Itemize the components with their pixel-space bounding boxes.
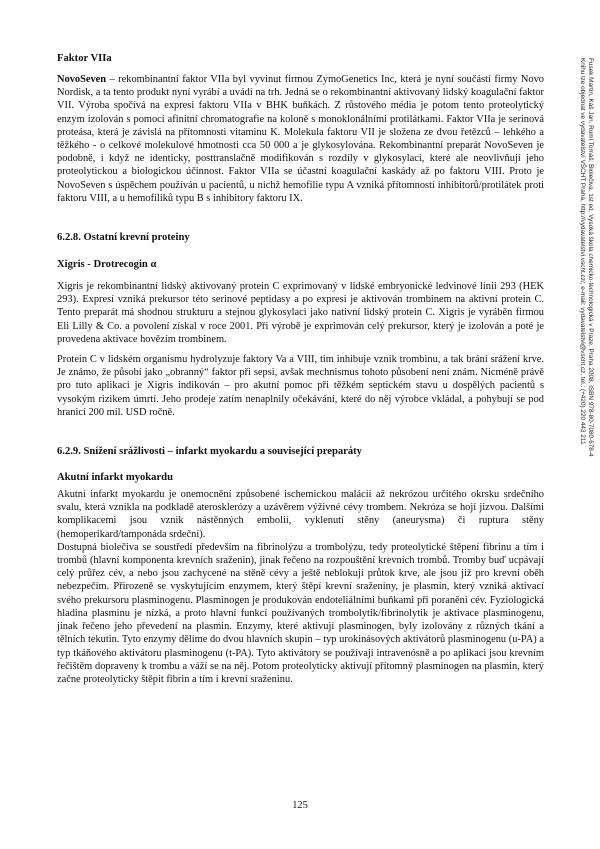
section-title-srazlivost: 6.2.9. Snížení srážlivosti – infarkt myokardu a související preparáty (57, 446, 362, 458)
novoseven-text: – rekombinantní faktor VIIa byl vyvinut firmou ZymoGenetics Inc, která je nyní součástí firmy Novo Nordisk, a ta tento produkt nyní vyrábí a uvádí na trh. Jedná se o rekombinantní aktivovaný lidský koagulační faktor VII. Výroba spočívá na expresi faktoru VIIa v BHK buňkách. Z růstového média je potom tento proteolytický enzym izolován s pomocí afinitní chromatografie na koloně s monoklonálními protilátkami. Faktor VIIa je serinová proteása, která je závislá na přítomnosti vitaminu K. Molekula faktoru VII je složena ze dvou řetězců – lehkého a těžkého - o celkové molekulové hmotnosti cca 50 000 a je glykosylována. Rekombinantní preparát NovoSeven je podobně, i když ne identicky, posttranslačně modifikován s rozdíly v glykosylaci, které ale neovlivňují jeho proteolytickou a biologickou účinnost. Faktor VIIa se účastní koagulační kaskády až po faktoru VIII. Proto je NovoSeven s úspěchem používán u pacientů, u nichž hemofilie typu A vzniká přítomností inhibitorů/protilátek proti faktoru VIII, a u hemofiliků typu B s inhibitory faktoru IX. (57, 74, 544, 204)
side-note-line-1: Fusek Martin, Káš Jan, Ruml Tomáš: Biolečiva. 1st ed. Vysoká škola chemicko-technologická v Praze, Praha 2008, ISBN 978-80-7080-678-4 (587, 58, 594, 457)
paragraph-novoseven (57, 73, 544, 205)
page-number: 125 (292, 800, 308, 811)
paragraph-xigris-1: Xigris je rekombinantní lidský aktivovaný protein C exprimovaný v lidské embryonické ledvinové linii 293 (HEK 293). Expresí vzniká prekursor této serinové peptidasy a po expresi je aktivován trombinem na aktivní protein C. Tento preparát má shodnou strukturu a stejnou glykosylaci jako nativní lidský protein C. Xigris je vyráběn firmou Eli Lilly & Co. a povolení získal v roce 2001. Při výrobě je exprimován celý prekursor, který je izolován a poté je provedena aktivace hovězím trombinem. (57, 281, 544, 345)
subsection-title-xigris: Xigris - Drotrecogin α (57, 259, 157, 271)
side-copyright-note (578, 58, 594, 658)
paragraph-infarkt-1: Akutní infarkt myokardu je onemocnění způsobené ischemickou malácií až nekrózou určitého okrsku srdečního svalu, která vznikla na podkladě aterosklerózy a uzávěrem výživné cévy trombem. Nekróza se hojí jizvou. Dalšími komplikacemi jsou vznik nástěnných embolií, vyklenutí stěny (aneurysma) či ruptura stěny (hemoperikard/tamponáda srdeční). (57, 489, 544, 540)
paragraph-infarkt-2: Dostupná biolečiva se soustředí především na fibrinolýzu a trombolýzu, tedy proteolytické štěpení fibrinu a tím i trombů (hlavní komponenta krevních sraženin), jinak řečeno na rozpouštění krevních trombů. Tromby buď ucpávají celý průřez cév, a nebo jsou zachycené na stěně cévy a ještě neblokují průtok krve, ale jsou již pro krevní oběh nebezpečím. Přirozeně se vyskytujícím enzymem, který štěpí krevní sraženiny, je plasmin, který vzniká aktivací svého prekursoru plasminogenu. Plasminogen je produkován endoteliálními buňkami při poranění cév. Fyziologická hladina plasminu je nízká, a proto hlavní funkcí používaných trombolytik/fibrinolytik je aktivace plasminogenu, jinak řečeno jeho převedení na plasmin. Enzymy, které aktivují plasminogen, byly izolovány z různých tkání a tělních tekutin. Tyto enzymy dělíme do dvou hlavních skupin – typ urokinásových aktivátorů plasminogenu (u-PA) a typ tkáňového aktivátoru plasminogenu (t-PA). Tyto aktivátory se používají intravenósně a po aplikaci jsou krevním řečištěm dopraveny k trombu a váží se na něj. Potom proteolyticky aktivují přítomný plasminogen na plasmin, který začne proteolyticky štěpit fibrin a tím i krevní sraženinu. (57, 541, 544, 685)
page-content (57, 52, 544, 686)
section-title-faktor-viia: Faktor VIIa (57, 53, 112, 64)
paragraph-xigris-2: Protein C v lidském organismu hydrolyzuje faktory Va a VIII, tím inhibuje vznik trombinu, a tak brání srážení krve. Je známo, že působí jako „obranný“ faktor při sepsi, avšak mechnismus tohoto působení není znám. Nicméně právě pro tuto aplikaci je Xigris indikován – pro akutní pomoc při těžkém septickém stavu u dospělých pacientů s vysokým rizikem úmrtí. Jeho prodeje zatím nenaplnily očekávání, které do něj výrobce vkládal, a pohybují se pod hranicí 200 mil. USD ročně. (57, 354, 544, 418)
side-note-line-2: Knihu lze objednat ve vydavatelství VŠCHT Praha, http://vydavatelstvi.vscht.cz/, e-mail: vydavatelstvi@vscht.cz, tel.: (+420) 220 443 211 (579, 58, 586, 445)
subsection-title-infarkt: Akutní infarkt myokardu (57, 472, 173, 484)
novoseven-term: NovoSeven (57, 74, 107, 85)
section-title-ostatni-proteiny: 6.2.8. Ostatní krevní proteiny (57, 232, 190, 244)
